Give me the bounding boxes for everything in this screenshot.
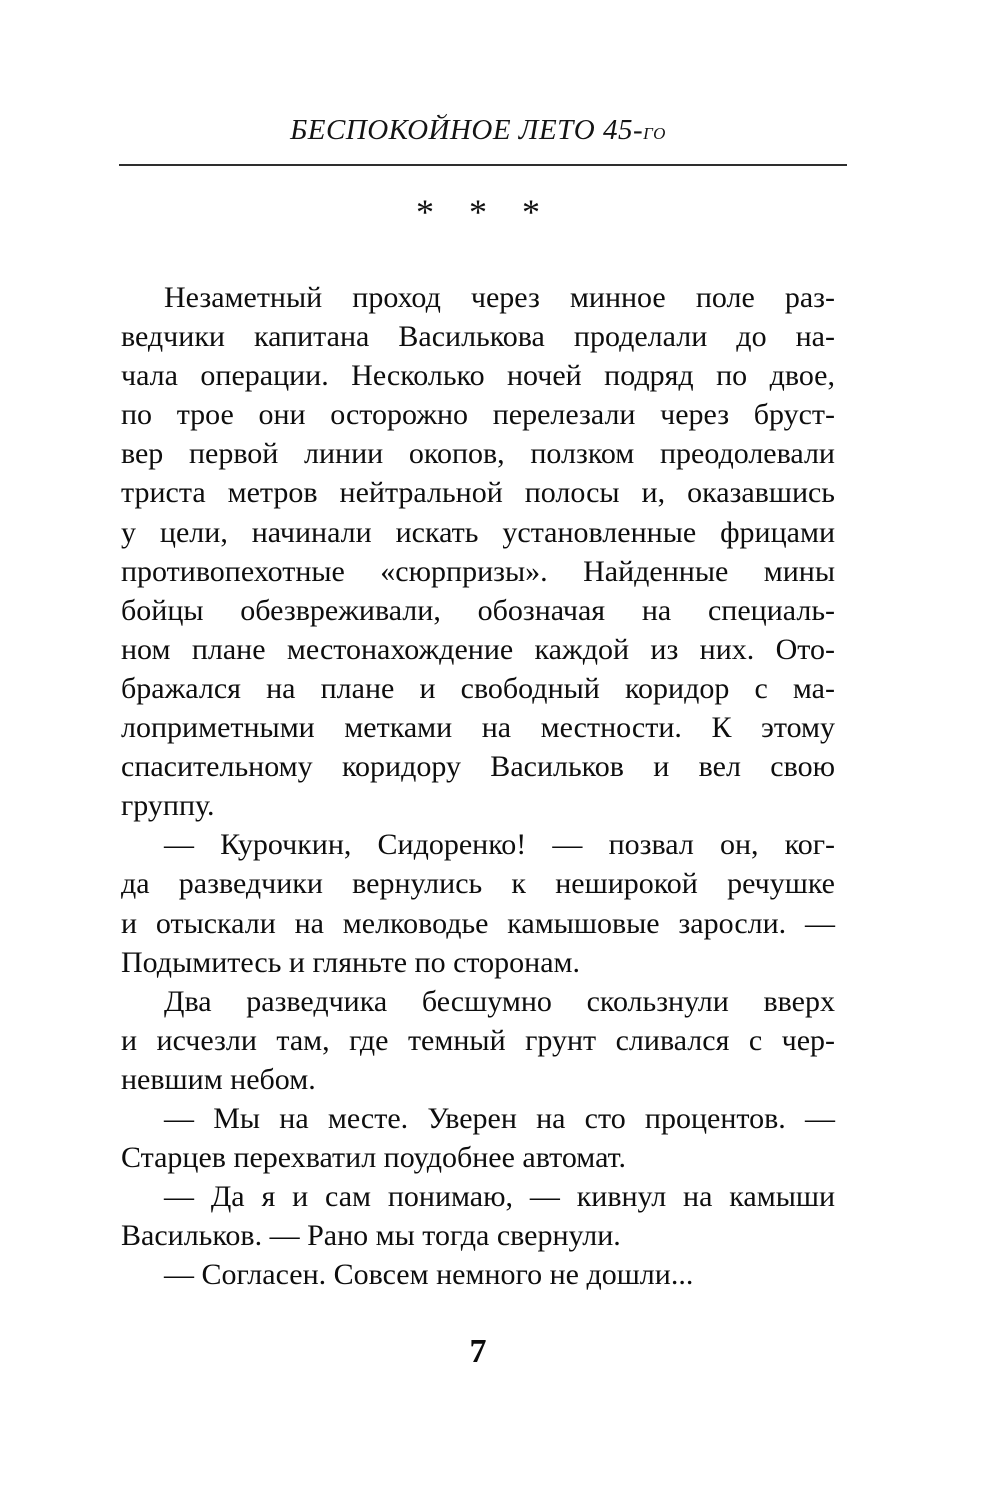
text-line: ном плане местонахождение каждой из них. Ото- (121, 632, 835, 666)
text-line: Васильков. — Рано мы тогда свернули. (121, 1219, 621, 1253)
text-line: Подымитесь и гляньте по сторонам. (121, 945, 580, 979)
text-line: Незаметный проход через минное поле раз- (164, 281, 835, 314)
text-line: бойцы обезвреживали, обозначая на специаль- (121, 593, 835, 627)
text-line: группу. (121, 789, 215, 823)
running-header (121, 112, 835, 150)
text-line: и отыскали на мелководье камышовые заросли. — (121, 906, 835, 940)
text-line: ведчики капитана Василькова проделали до на- (121, 320, 835, 354)
section-separator: * * * (416, 192, 540, 232)
text-line: — Согласен. Совсем немного не дошли... (164, 1258, 694, 1292)
text-line: лоприметными метками на местности. К этому (121, 711, 835, 745)
text-line: вер первой линии окопов, ползком преодолевали (121, 437, 835, 471)
page-body (121, 278, 835, 1294)
text-line: чала операции. Несколько ночей подряд по двое, (121, 359, 835, 393)
text-line: Старцев перехватил поудобнее автомат. (121, 1141, 626, 1175)
text-line: спасительному коридору Васильков и вел свою (121, 750, 835, 784)
text-line: бражался на плане и свободный коридор с ма- (121, 671, 835, 705)
text-line: да разведчики вернулись к неширокой речушке (121, 867, 835, 901)
text-line: — Мы на месте. Уверен на сто процентов. — (164, 1101, 835, 1135)
chapter-title-suffix: го (643, 119, 666, 145)
text-line: у цели, начинали искать установленные фрицами (121, 515, 835, 549)
text-line: невшим небом. (121, 1062, 316, 1096)
page-number: 7 (469, 1333, 487, 1371)
text-line: — Курочкин, Сидоренко! — позвал он, ког- (164, 828, 835, 862)
chapter-title: БЕСПОКОЙНОЕ ЛЕТО 45- (290, 114, 644, 146)
text-line: и исчезли там, где темный грунт сливался с чер- (121, 1023, 835, 1057)
page-content (121, 112, 835, 1370)
header-rule (119, 164, 847, 166)
text-line: противопехотные «сюрпризы». Найденные мины (121, 554, 835, 588)
text-line: триста метров нейтральной полосы и, оказавшись (121, 476, 835, 510)
text-line: по трое они осторожно перелезали через бруст- (121, 398, 835, 432)
text-line: — Да я и сам понимаю, — кивнул на камыши (164, 1180, 835, 1214)
text-line: Два разведчика бесшумно скользнули вверх (164, 984, 835, 1018)
